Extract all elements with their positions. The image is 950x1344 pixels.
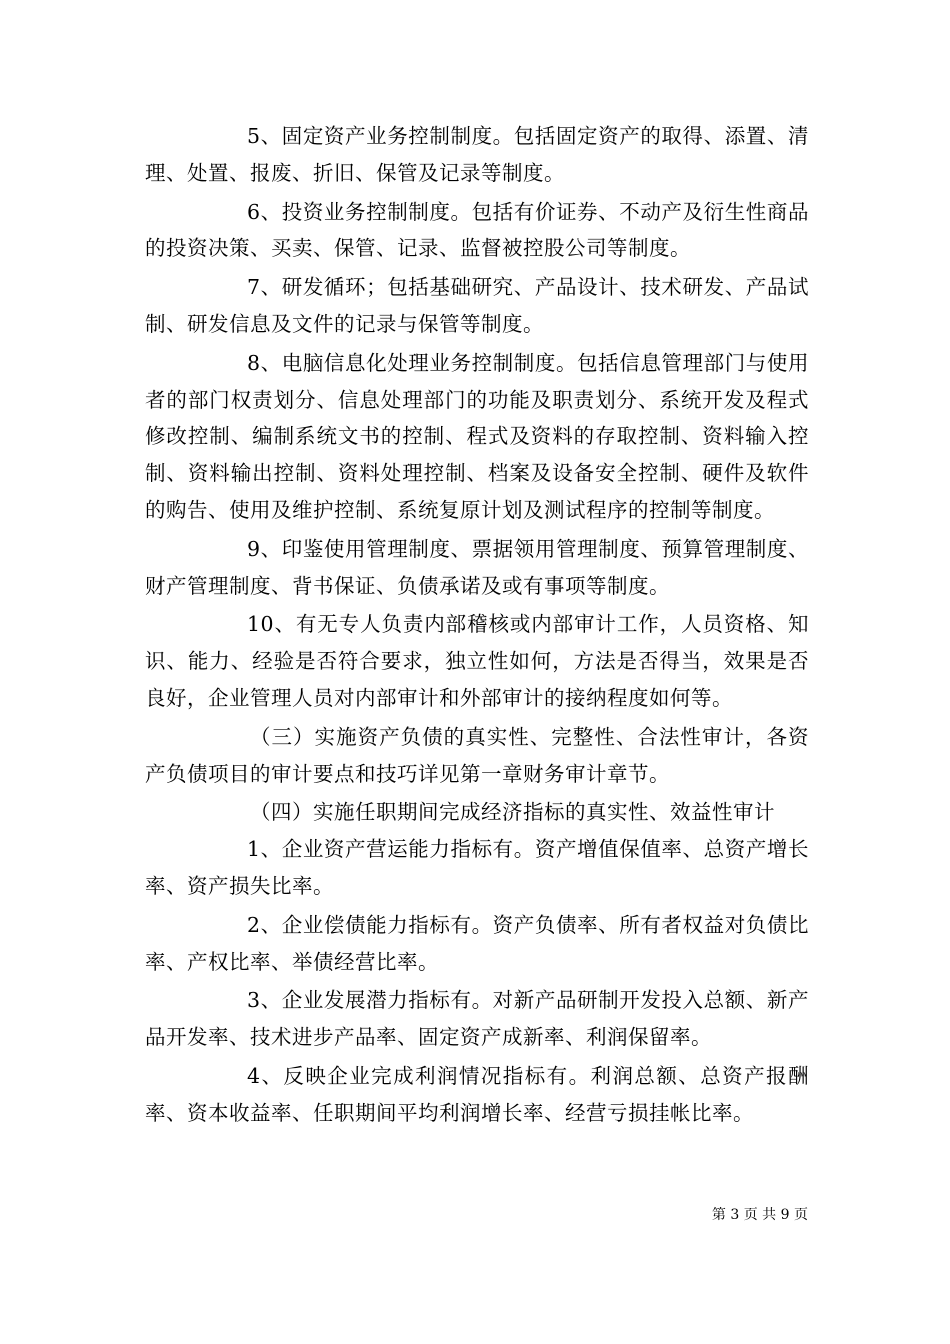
paragraph-computer-info-control: 8、电脑信息化处理业务控制制度。包括信息管理部门与使用者的部门权责划分、信息处理部门的功能及职责划分、系统开发及程式修改控制、编制系统文书的控制、程式及资料的存取控制、资料输入控制、资料输出控制、资料处理控制、档案及设备安全控制、硬件及软件的购告、使用及维护控制、系统复原计划及测试程序的控制等制度。 [145, 350, 809, 522]
paragraph-asset-operation-indicators: 1、企业资产营运能力指标有。资产增值保值率、总资产增长率、资产损失比率。 [145, 837, 809, 898]
section-three-heading: （三）实施资产负债的真实性、完整性、合法性审计，各资产负债项目的审计要点和技巧详见第一章财务审计章节。 [145, 724, 809, 786]
paragraph-solvency-indicators: 2、企业偿债能力指标有。资产负债率、所有者权益对负债比率、产权比率、举债经营比率。 [145, 912, 809, 974]
section-four-heading: （四）实施任职期间完成经济指标的真实性、效益性审计 [250, 800, 775, 825]
paragraph-development-indicators: 3、企业发展潜力指标有。对新产品研制开发投入总额、新产品开发率、技术进步产品率、固定资产成新率、利润保留率。 [145, 988, 809, 1050]
paragraph-rd-cycle: 7、研发循环；包括基础研究、产品设计、技术研发、产品试制、研发信息及文件的记录与保管等制度。 [145, 275, 809, 336]
paragraph-internal-audit: 10、有无专人负责内部稽核或内部审计工作，人员资格、知识、能力、经验是否符合要求，独立性如何，方法是否得当，效果是否良好，企业管理人员对内部审计和外部审计的接纳程度如何等。 [145, 612, 809, 710]
page-number-footer: 第 3 页 共 9 页 [711, 1207, 808, 1223]
document-body [145, 118, 809, 1132]
paragraph-profit-indicators: 4、反映企业完成利润情况指标有。利润总额、总资产报酬率、资本收益率、任职期间平均利润增长率、经营亏损挂帐比率。 [145, 1063, 809, 1125]
paragraph-fixed-assets-control: 5、固定资产业务控制制度。包括固定资产的取得、添置、清理、处置、报废、折旧、保管及记录等制度。 [145, 124, 809, 185]
paragraph-seal-and-budget-control: 9、印鉴使用管理制度、票据领用管理制度、预算管理制度、财产管理制度、背书保证、负债承诺及或有事项等制度。 [145, 536, 809, 598]
paragraph-investment-control: 6、投资业务控制制度。包括有价证券、不动产及衍生性商品的投资决策、买卖、保管、记录、监督被控股公司等制度。 [145, 199, 809, 261]
